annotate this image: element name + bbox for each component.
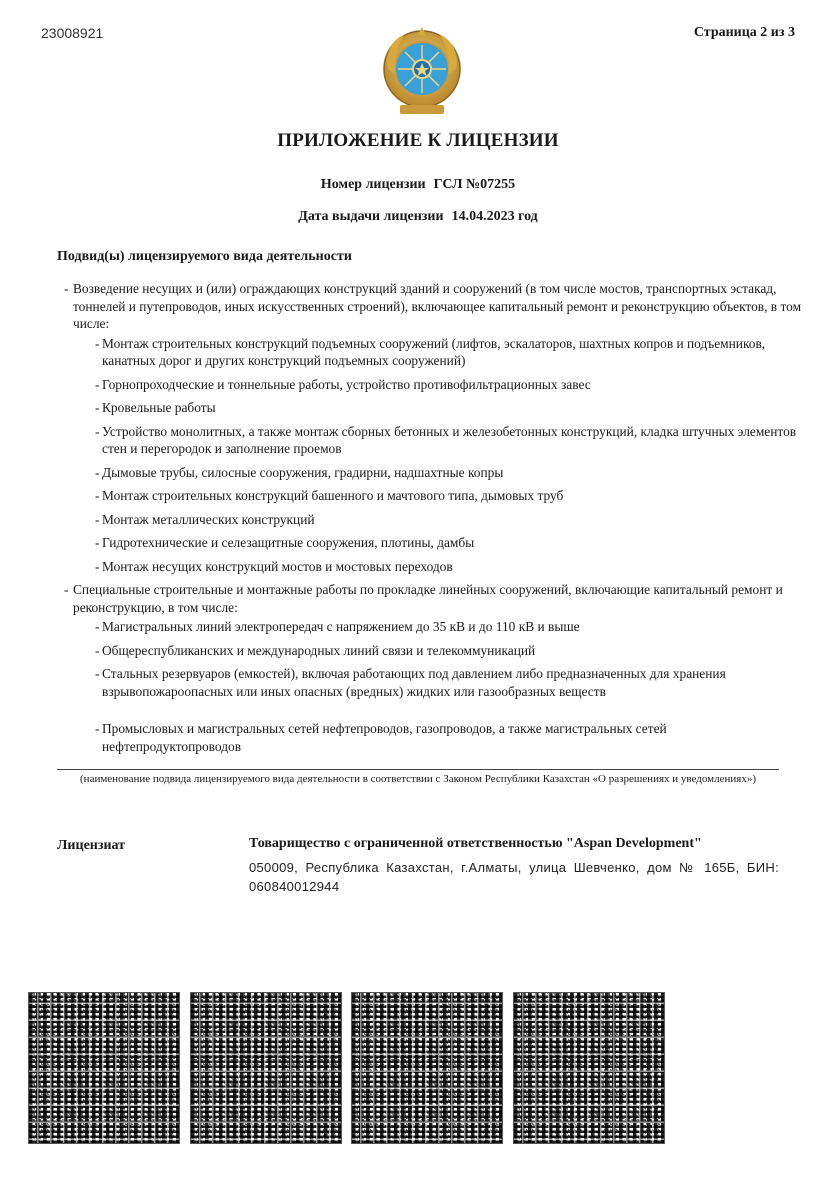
qr-code-icon	[29, 993, 179, 1143]
sub-activity-item: - Стальных резервуаров (емкостей), включая работающих под давлением либо предназначенных для хранения взрывопожароопасных или иных опасных (вредных) жидких или газообразных веществ	[95, 665, 809, 700]
license-date-line	[0, 209, 836, 225]
sub-activity-item: - Общереспубликанских и международных линий связи и телекоммуникаций	[95, 642, 809, 660]
sub-activity-item: - Магистральных линий электропередач с напряжением до 35 кВ и до 110 кВ и выше	[95, 618, 809, 636]
section-heading: Подвид(ы) лицензируемого вида деятельности	[57, 249, 352, 264]
license-date-value: 14.04.2023 год	[451, 209, 538, 224]
license-date-label: Дата выдачи лицензии	[298, 209, 444, 224]
licensee-address: 050009, Республика Казахстан, г.Алматы, улица Шевченко, дом № 165Б, БИН: 060840012944	[249, 860, 779, 894]
sub-activity-item: - Устройство монолитных, а также монтаж сборных бетонных и железобетонных конструкций, кладка штучных элементов стен и перегородок и заполнение проемов	[95, 423, 809, 458]
state-emblem-icon	[382, 25, 462, 117]
sub-activity-item: - Кровельные работы	[95, 399, 809, 417]
activity-sublist	[95, 335, 809, 576]
footnote: (наименование подвида лицензируемого вида деятельности в соответствии с Законом Республики Казахстан «О разрешениях и уведомлениях»)	[80, 773, 756, 785]
licensee-block	[249, 836, 779, 896]
footnote-divider	[57, 769, 779, 770]
qr-code-icon	[191, 993, 341, 1143]
sub-activity-item: - Горнопроходческие и тоннельные работы, устройство противофильтрационных завес	[95, 376, 809, 394]
page-number: Страница 2 из 3	[693, 25, 795, 40]
sub-activity-item: - Гидротехнические и селезащитные сооружения, плотины, дамбы	[95, 534, 809, 552]
sub-activity-item: - Промысловых и магистральных сетей нефтепроводов, газопроводов, а также магистральных сетей нефтепродуктопроводов	[95, 720, 809, 755]
license-number-value: ГСЛ №07255	[433, 177, 516, 192]
activity-item	[57, 581, 809, 755]
activity-list	[57, 280, 809, 761]
document-id: 23008921	[41, 25, 104, 41]
qr-code-icon	[352, 993, 502, 1143]
document-title: ПРИЛОЖЕНИЕ К ЛИЦЕНЗИИ	[277, 130, 559, 151]
activity-text: - Возведение несущих и (или) ограждающих конструкций зданий и сооружений (в том числе мостов, транспортных эстакад, тоннелей и путепроводов, иных искусственных строений), включающее капитальный ремонт и реконструкцию объектов, в том числе:	[73, 281, 802, 331]
activity-text: - Специальные строительные и монтажные работы по прокладке линейных сооружений, включающие капитальный ремонт и реконструкцию, в том числе:	[73, 582, 783, 615]
license-number-line	[0, 177, 836, 193]
activity-item	[57, 280, 809, 575]
qr-code-icon	[514, 993, 664, 1143]
sub-activity-item: - Монтаж строительных конструкций башенного и мачтового типа, дымовых труб	[95, 487, 809, 505]
licensee-label: Лицензиат	[57, 838, 126, 853]
sub-activity-item: - Дымовые трубы, силосные сооружения, градирни, надшахтные копры	[95, 464, 809, 482]
sub-activity-item: - Монтаж металлических конструкций	[95, 511, 809, 529]
licensee-name: Товарищество с ограниченной ответственностью "Aspan Development"	[249, 836, 702, 851]
sub-activity-item: - Монтаж строительных конструкций подъемных сооружений (лифтов, эскалаторов, шахтных копров и подъемников, канатных дорог и других конструкций подъемных сооружений)	[95, 335, 809, 370]
activity-sublist	[95, 618, 809, 755]
license-number-label: Номер лицензии	[320, 177, 426, 192]
sub-activity-item: - Монтаж несущих конструкций мостов и мостовых переходов	[95, 558, 809, 576]
